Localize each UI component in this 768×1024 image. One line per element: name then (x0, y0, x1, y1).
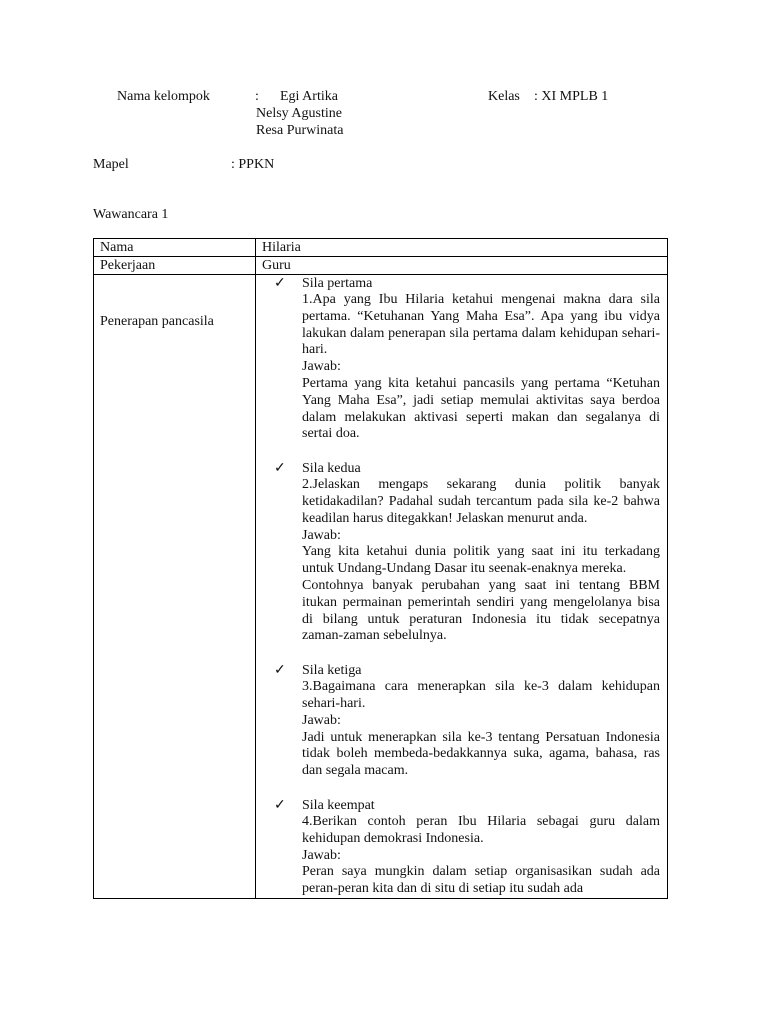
subject-label: Mapel (93, 157, 129, 172)
sila-block-2 (256, 460, 660, 645)
sila-answer: Pertama yang kita ketahui pancasils yang pertama “Ketuhan Yang Maha Esa”, jadi setiap memulai aktivitas saya berdoa dalam melakukan aktivasi seperti makan dan segalanya di sertai doa. (302, 375, 660, 442)
sila-question: 4.Berikan contoh peran Ibu Hilaria sebagai guru dalam kehidupan demokrasi Indonesia. (302, 813, 660, 846)
interview-table (93, 238, 668, 899)
group-separator: : (255, 89, 259, 104)
sila-block-3 (256, 662, 660, 780)
row-value-nama: Hilaria (256, 239, 668, 257)
row-label-penerapan (94, 275, 256, 899)
sila-title: Sila pertama (302, 276, 373, 291)
answer-label: Jawab: (302, 527, 341, 543)
group-label: Nama kelompok (117, 89, 210, 104)
sila-answer: Yang kita ketahui dunia politik yang saat ini itu terkadang untuk Undang-Undang Dasar itu seenak-enaknya mereka. (302, 544, 660, 577)
answer-label: Jawab: (302, 712, 341, 728)
sila-title: Sila kedua (302, 461, 361, 477)
checkmark-icon: ✓ (274, 276, 286, 291)
answer-label: Jawab: (302, 847, 341, 863)
subject-value: : PPKN (231, 157, 275, 172)
table-row (94, 275, 668, 899)
penerapan-label: Penerapan pancasila (100, 314, 214, 329)
table-row (94, 239, 668, 257)
answer-label: Jawab: (302, 359, 341, 375)
row-value-pekerjaan: Guru (256, 257, 668, 275)
row-label-nama: Nama (94, 239, 256, 257)
answers-cell (256, 275, 668, 899)
member-3: Resa Purwinata (256, 123, 344, 138)
member-2: Nelsy Agustine (256, 106, 342, 121)
checkmark-icon: ✓ (274, 797, 286, 813)
class-label: Kelas (488, 89, 520, 104)
row-label-pekerjaan: Pekerjaan (94, 257, 256, 275)
section-title: Wawancara 1 (93, 207, 169, 222)
member-1: Egi Artika (280, 89, 338, 104)
sila-question: 2.Jelaskan mengaps sekarang dunia politik banyak ketidakadilan? Padahal sudah tercantum pada sila ke-2 bahwa keadilan harus ditegakkan! Jelaskan menurut anda. (302, 477, 660, 526)
table-row (94, 257, 668, 275)
sila-question: 3.Bagaimana cara menerapkan sila ke-3 dalam kehidupan sehari-hari. (302, 679, 660, 711)
sila-answer: Jadi untuk menerapkan sila ke-3 tentang Persatuan Indonesia tidak boleh membeda-bedakkannya suka, agama, bahasa, ras dan segala macam. (302, 729, 660, 779)
class-value: : XI MPLB 1 (534, 89, 609, 104)
sila-answer: Peran saya mungkin dalam setiap organisasikan sudah ada peran-peran kita dan di situ di setiap itu sudah ada (302, 864, 660, 897)
sila-answer-example: Contohnya banyak perubahan yang saat ini tentang BBM itukan permainan pemerintah sendiri yang mengelolanya bisa di bilang untuk peraturan Indonesia itu tidak secepatnya zaman-zaman sebelulnya. (302, 577, 660, 644)
sila-block-1 (256, 275, 660, 443)
sila-question: 1.Apa yang Ibu Hilaria ketahui mengenai makna dara sila pertama. “Ketuhanan Yang Maha Esa”. Apa yang ibu vidya lakukan dalam penerapan sila pertama dalam kehidupan sehari-hari. (302, 292, 660, 358)
sila-block-4 (256, 797, 660, 898)
sila-title: Sila keempat (302, 797, 375, 813)
checkmark-icon: ✓ (274, 461, 286, 477)
checkmark-icon: ✓ (274, 663, 286, 679)
sila-title: Sila ketiga (302, 663, 362, 679)
